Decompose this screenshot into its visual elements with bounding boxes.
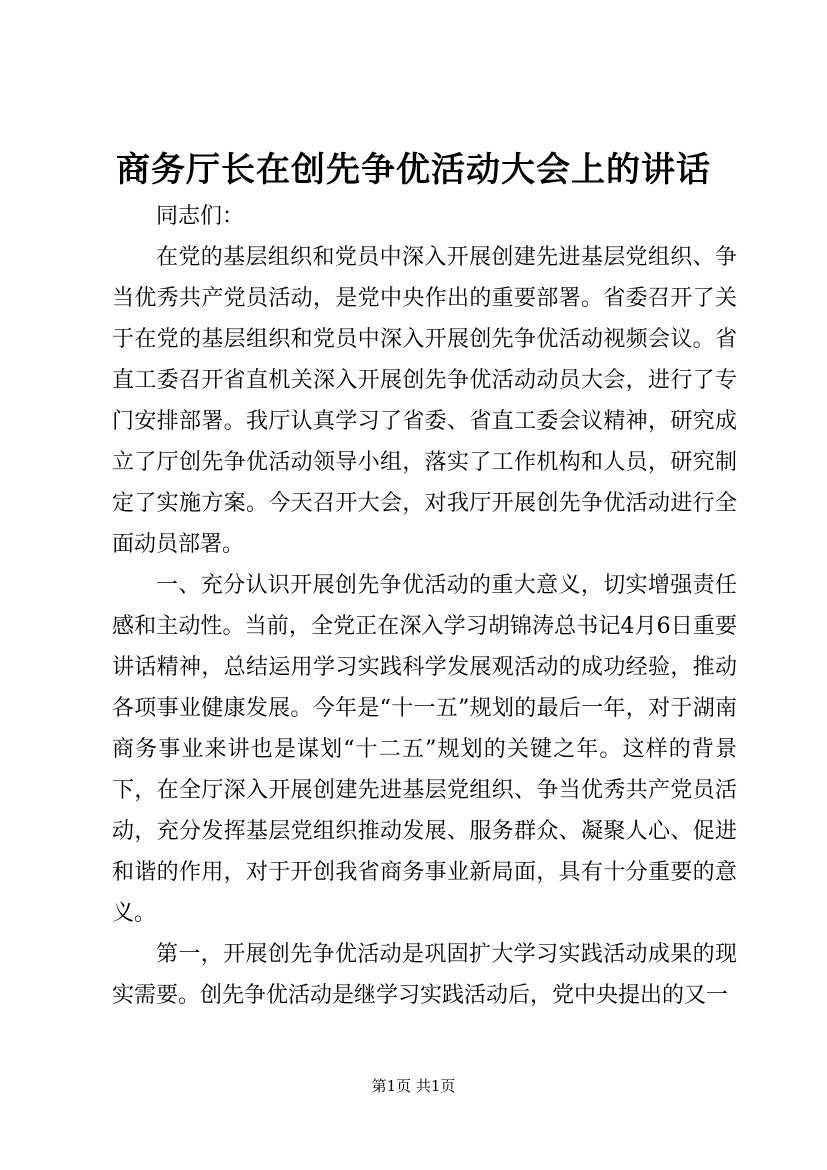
page-footer: 第1页 共1页 [371,1077,456,1095]
document-body [112,196,737,1016]
paragraph-intro: 在党的基层组织和党员中深入开展创建先进基层党组织、争当优秀共产党员活动，是党中央作出的重要部署。省委召开了关于在党的基层组织和党员中深入开展创先争优活动视频会议。省直工委召开省直机关深入开展创先争优活动动员大会，进行了专门安排部署。我厅认真学习了省委、省直工委会议精神，研究成立了厅创先争优活动领导小组，落实了工作机构和人员，研究制定了实施方案。今天召开大会，对我厅开展创先争优活动进行全面动员部署。 [112,245,737,557]
document-title: 商务厅长在创先争优活动大会上的讲话 [116,150,711,190]
paragraph-section-one: 一、充分认识开展创先争优活动的重大意义，切实增强责任感和主动性。当前，全党正在深入学习胡锦涛总书记4月6日重要讲话精神，总结运用学习实践科学发展观活动的成功经验，推动各项事业健康发展。今年是“十一五”规划的最后一年，对于湖南商务事业来讲也是谋划“十二五”规划的关键之年。这样的背景下，在全厅深入开展创建先进基层党组织、争当优秀共产党员活动，充分发挥基层党组织推动发展、服务群众、凝聚人心、促进和谐的作用，对于开创我省商务事业新局面，具有十分重要的意义。 [112,573,737,926]
salutation: 同志们： [156,204,245,229]
paragraph-point-one: 第一，开展创先争优活动是巩固扩大学习实践活动成果的现实需要。创先争优活动是继学习实践活动后，党中央提出的又一 [112,942,737,1008]
